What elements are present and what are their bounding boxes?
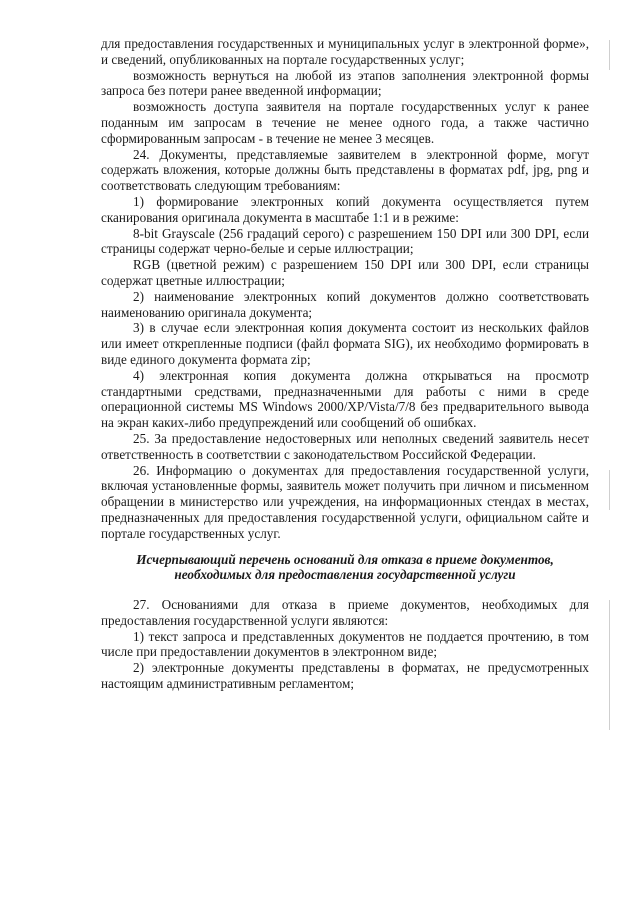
scan-artifact — [609, 600, 610, 730]
paragraph: 1) текст запроса и представленных документов не поддается прочтению, в том числе при предоставлении документов в электронном виде; — [101, 628, 589, 660]
body-paragraphs-after — [101, 597, 589, 692]
paragraph: 24. Документы, представляемые заявителем в электронной форме, могут содержать вложения, которые должны быть представлены в форматах pdf, jpg, png и соответствовать следующим требованиям: — [101, 146, 589, 194]
scan-artifact — [609, 470, 610, 510]
paragraph: возможность вернуться на любой из этапов заполнения электронной формы запроса без потери ранее введенной информации; — [101, 67, 589, 99]
paragraph: 4) электронная копия документа должна открываться на просмотр стандартными средствами, предназначенными для работы с ними в среде операционной системы MS Windows 2000/XP/Vista/7/8 без предварительного вывода на экран каких-либо предупреждений или сообщений об ошибках. — [101, 367, 589, 431]
document-page — [101, 36, 589, 692]
paragraph: 3) в случае если электронная копия документа состоит из нескольких файлов или имеет открепленные подписи (файл формата SIG), их необходимо формировать в виде единого документа формата zip; — [101, 320, 589, 367]
paragraph: для предоставления государственных и муниципальных услуг в электронной форме», и сведений, опубликованных на портале государственных услуг; — [101, 36, 589, 67]
paragraph: RGB (цветной режим) с разрешением 150 DPI или 300 DPI, если страницы содержат цветные иллюстрации; — [101, 257, 589, 288]
section-heading: Исчерпывающий перечень оснований для отказа в приеме документов, необходимых для предоставления государственной услуги — [136, 551, 554, 583]
paragraph: 27. Основаниями для отказа в приеме документов, необходимых для предоставления государственной услуги являются: — [101, 597, 589, 628]
paragraph: 1) формирование электронных копий документа осуществляется путем сканирования оригинала документа в масштабе 1:1 и в режиме: — [101, 193, 589, 225]
scan-artifact — [609, 40, 610, 70]
paragraph: 2) наименование электронных копий документов должно соответствовать наименованию оригинала документа; — [101, 288, 589, 320]
body-paragraphs — [101, 36, 589, 542]
paragraph: 2) электронные документы представлены в форматах, не предусмотренных настоящим административным регламентом; — [101, 660, 589, 692]
paragraph: 26. Информацию о документах для предоставления государственной услуги, включая установленные формы, заявитель может получить при личном и письменном обращении в министерство или учреждения, на информационных стендах в местах, предназначенных для предоставления государственной услуги, официальном сайте и портале государственных услуг. — [101, 462, 589, 541]
paragraph: 25. За предоставление недостоверных или неполных сведений заявитель несет ответственность в соответствии с законодательством Российской Федерации. — [101, 430, 589, 462]
paragraph: 8-bit Grayscale (256 градаций серого) с разрешением 150 DPI или 300 DPI, если страницы содержат черно-белые и серые иллюстрации; — [101, 225, 589, 257]
paragraph: возможность доступа заявителя на портале государственных услуг к ранее поданным им запросам в течение не менее одного года, а также частично сформированным запросам - в течение не менее 3 месяцев. — [101, 99, 589, 146]
